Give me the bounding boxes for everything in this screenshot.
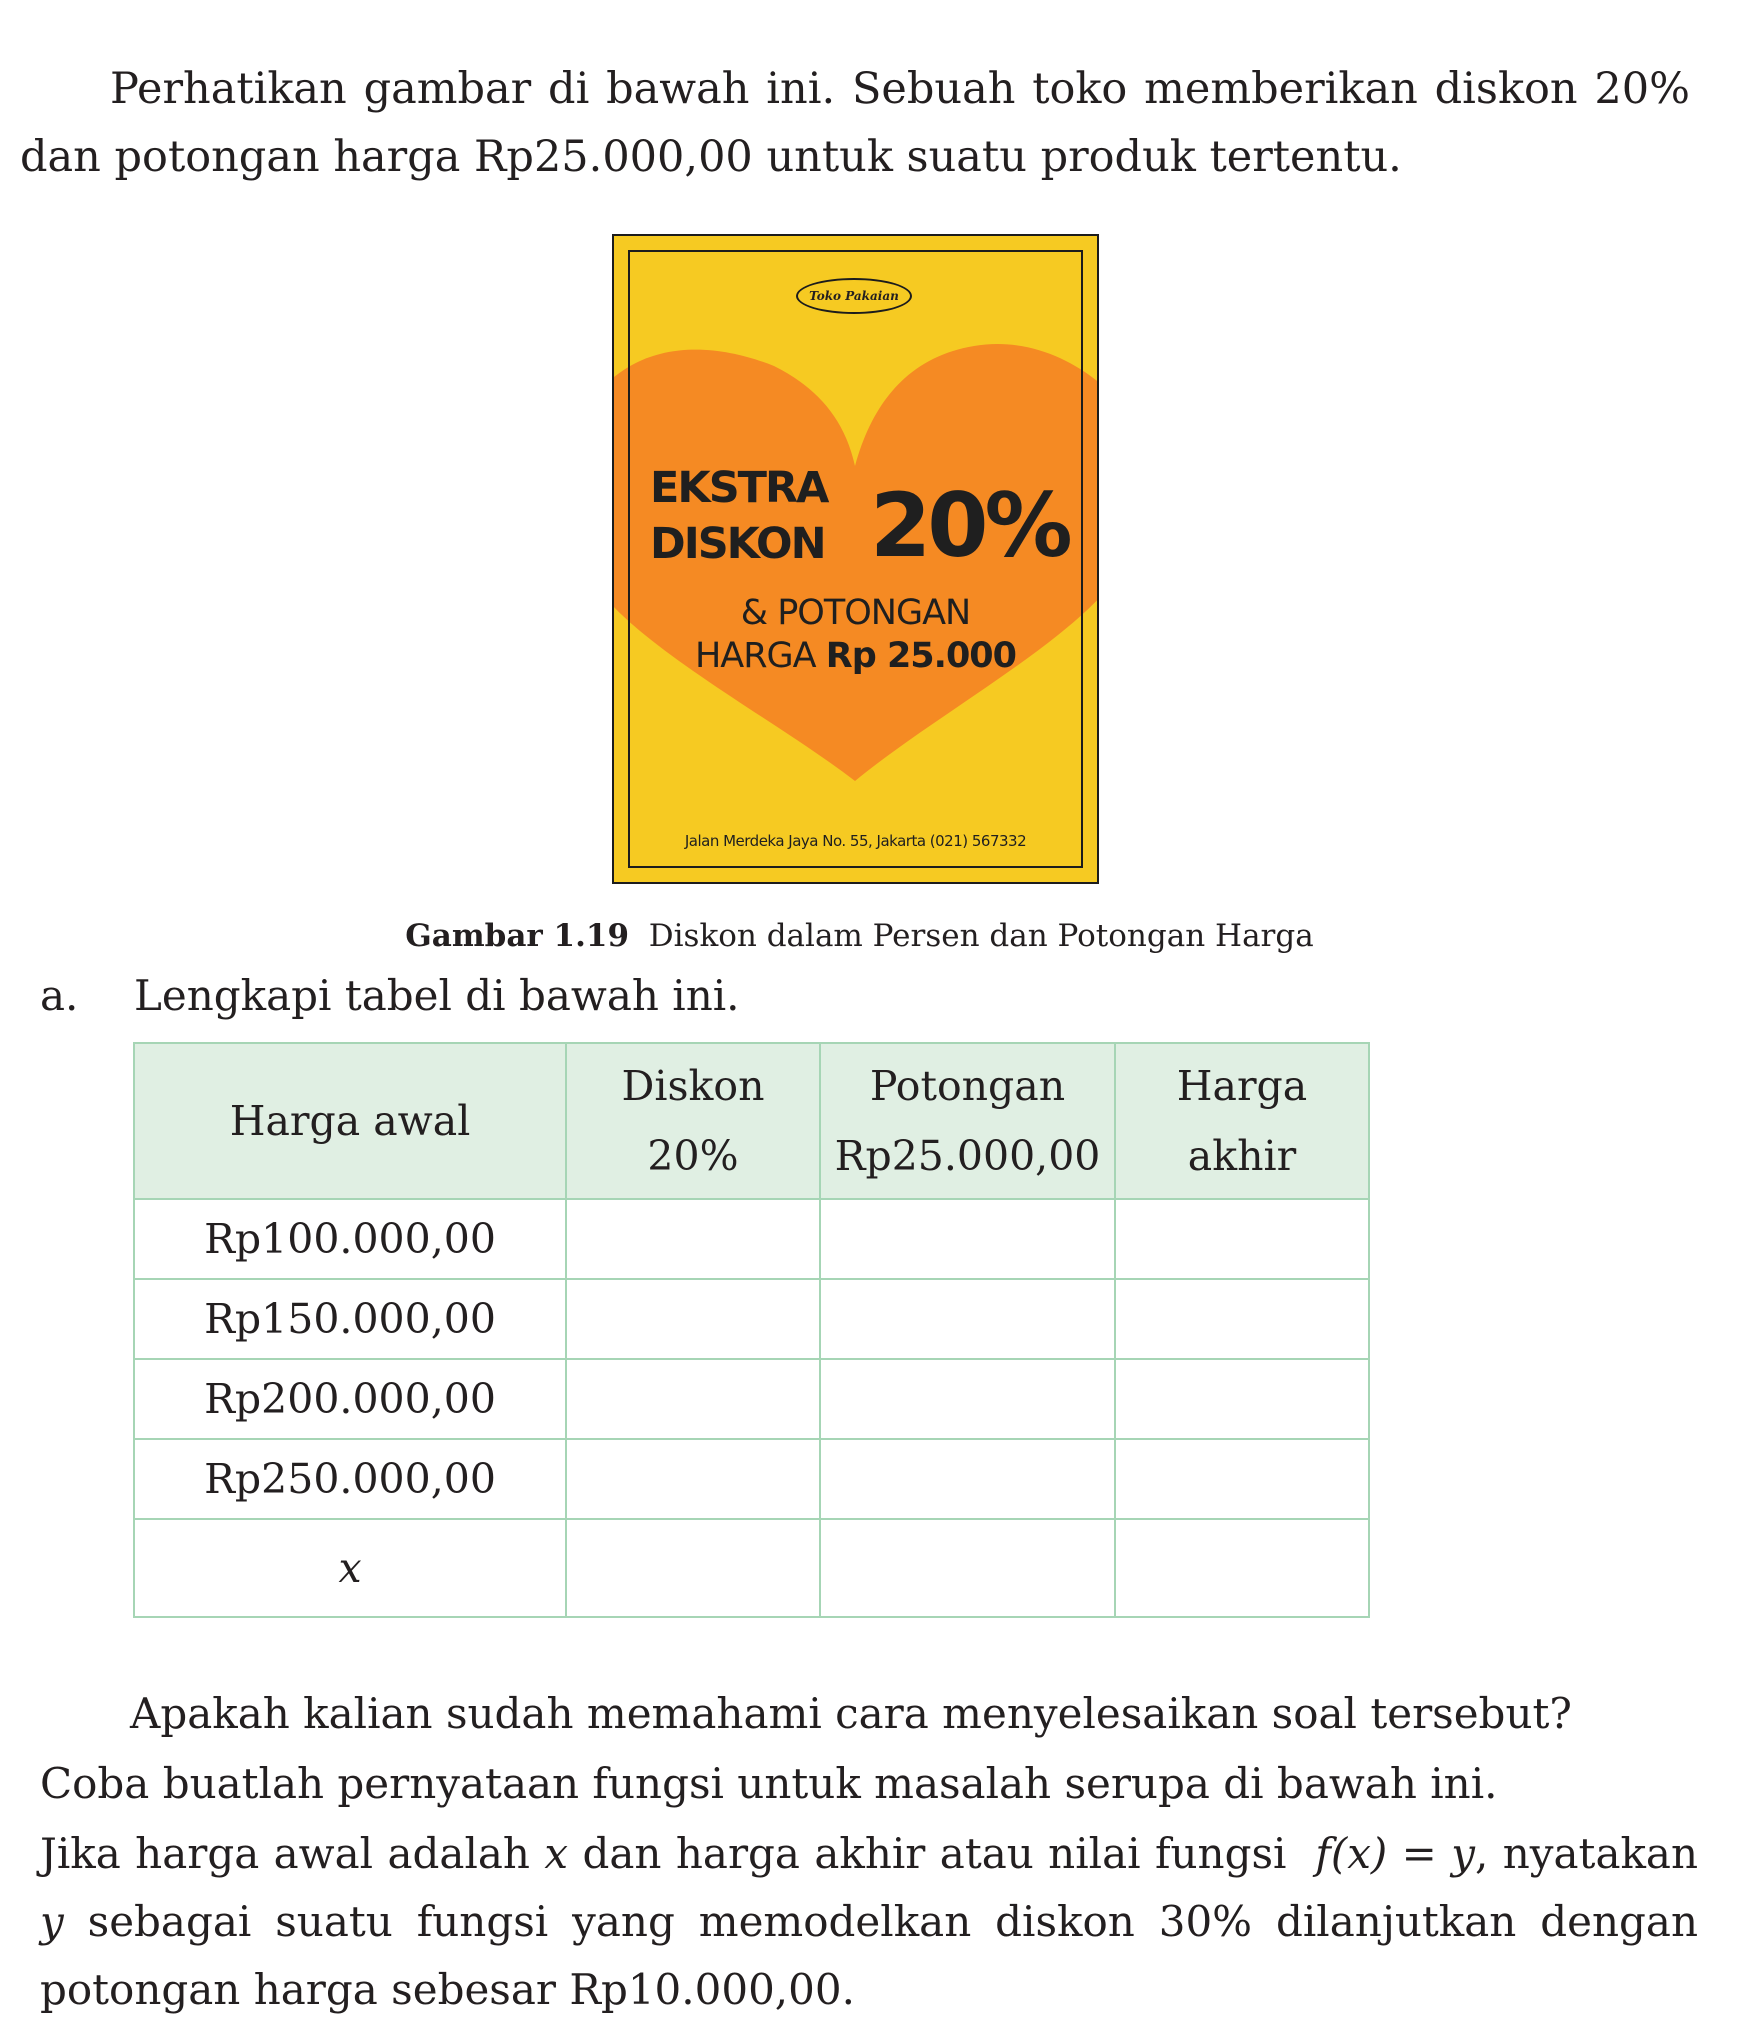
table-row bbox=[134, 1359, 1369, 1439]
cell-harga-awal: Rp200.000,00 bbox=[134, 1359, 566, 1439]
cell-diskon[interactable] bbox=[566, 1439, 820, 1519]
harga-label: HARGA bbox=[694, 636, 816, 676]
header-harga-awal: Harga awal bbox=[134, 1043, 566, 1199]
cell-potongan[interactable] bbox=[820, 1519, 1115, 1617]
intro-paragraph bbox=[20, 55, 1690, 191]
cell-harga-akhir[interactable] bbox=[1115, 1359, 1369, 1439]
question-a-marker: a. bbox=[40, 971, 79, 1020]
intro-text: Perhatikan gambar di bawah ini. Sebuah toko memberikan diskon 20% dan potongan harga Rp25.000,00 untuk suatu produk tertentu. bbox=[20, 64, 1690, 182]
store-address: Jalan Merdeka Jaya No. 55, Jakarta (021) 567332 bbox=[684, 832, 1027, 850]
cell-harga-akhir[interactable] bbox=[1115, 1439, 1369, 1519]
cell-harga-awal: Rp250.000,00 bbox=[134, 1439, 566, 1519]
cell-diskon[interactable] bbox=[566, 1359, 820, 1439]
header-harga-akhir: Harga akhir bbox=[1115, 1043, 1369, 1199]
table-row bbox=[134, 1199, 1369, 1279]
cell-diskon[interactable] bbox=[566, 1519, 820, 1617]
diskon-label: DISKON bbox=[650, 519, 825, 569]
cell-potongan[interactable] bbox=[820, 1199, 1115, 1279]
table-row bbox=[134, 1439, 1369, 1519]
followup-question: Apakah kalian sudah memahami cara menyelesaikan soal tersebut? bbox=[130, 1689, 1572, 1738]
potongan-label: & POTONGAN bbox=[740, 593, 971, 633]
cell-diskon[interactable] bbox=[566, 1279, 820, 1359]
cell-harga-awal: Rp100.000,00 bbox=[134, 1199, 566, 1279]
table-row bbox=[134, 1519, 1369, 1617]
harga-value: Rp 25.000 bbox=[825, 636, 1017, 676]
cell-potongan[interactable] bbox=[820, 1439, 1115, 1519]
cell-potongan[interactable] bbox=[820, 1279, 1115, 1359]
cell-harga-akhir[interactable] bbox=[1115, 1519, 1369, 1617]
discount-poster bbox=[612, 234, 1099, 884]
discount-percent: 20% bbox=[870, 474, 1069, 577]
ekstra-label: EKSTRA bbox=[650, 463, 828, 513]
math-fx: f(x) = y bbox=[1315, 1829, 1475, 1878]
function-task: Jika harga awal adalah x dan harga akhir atau nilai fungsi f(x) = y, nyatakan y sebagai suatu fungsi yang memodelkan diskon 30% dilanjutkan dengan potongan harga sebesar Rp10.000,00. bbox=[40, 1829, 1699, 2014]
header-potongan: Potongan Rp25.000,00 bbox=[820, 1043, 1115, 1199]
table-header-row bbox=[134, 1043, 1369, 1199]
followup-instruction: Coba buatlah pernyataan fungsi untuk masalah serupa di bawah ini. bbox=[40, 1759, 1498, 1808]
figure-caption-text: Diskon dalam Persen dan Potongan Harga bbox=[648, 918, 1314, 954]
cell-harga-akhir[interactable] bbox=[1115, 1279, 1369, 1359]
table-row bbox=[134, 1279, 1369, 1359]
math-x: x bbox=[544, 1829, 569, 1878]
cell-potongan[interactable] bbox=[820, 1359, 1115, 1439]
price-table bbox=[133, 1042, 1370, 1618]
cell-harga-awal: x bbox=[134, 1519, 566, 1617]
figure-label: Gambar 1.19 bbox=[405, 918, 630, 954]
ekstra-diskon-text bbox=[650, 460, 827, 572]
question-a bbox=[40, 968, 740, 1024]
math-y: y bbox=[40, 1897, 64, 1946]
store-name-badge: Toko Pakaian bbox=[796, 278, 912, 314]
cell-diskon[interactable] bbox=[566, 1199, 820, 1279]
question-a-text: Lengkapi tabel di bawah ini. bbox=[134, 971, 740, 1020]
cell-harga-awal: Rp150.000,00 bbox=[134, 1279, 566, 1359]
harga-line bbox=[614, 634, 1097, 678]
cell-harga-akhir[interactable] bbox=[1115, 1199, 1369, 1279]
figure-caption bbox=[0, 916, 1719, 956]
header-diskon: Diskon 20% bbox=[566, 1043, 820, 1199]
